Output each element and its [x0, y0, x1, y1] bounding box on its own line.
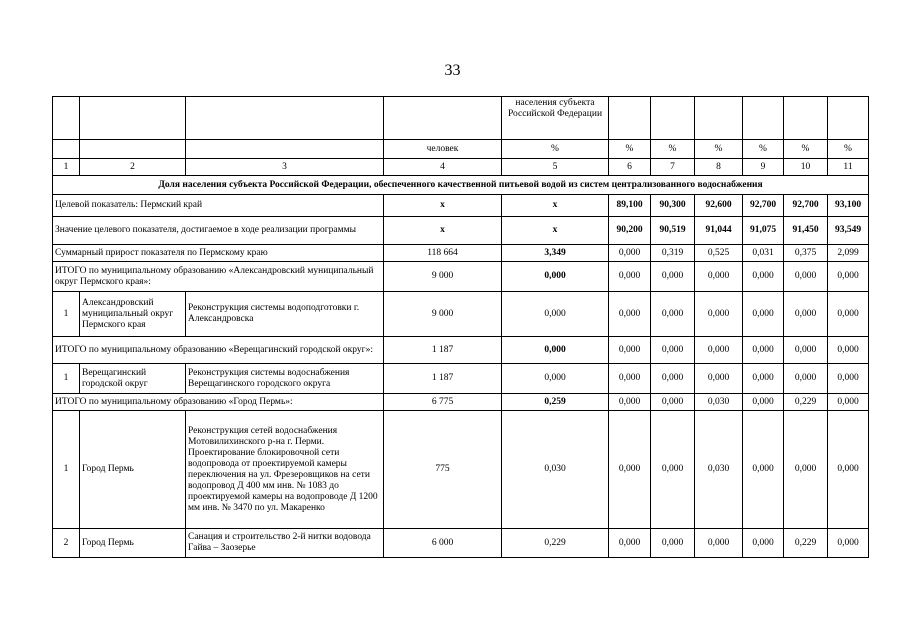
col-number: 1	[53, 159, 80, 176]
value-cell: 0,000	[651, 411, 695, 529]
share-cell: 0,000	[502, 337, 609, 364]
section-title: Доля населения субъекта Российской Федерации, обеспеченного качественной питьевой водой из систем централизованного водоснабжения	[53, 176, 869, 195]
value-cell: 0,000	[609, 529, 651, 558]
itogo-label: ИТОГО по муниципальному образованию «Верещагинский городской округ»:	[53, 337, 384, 364]
value-cell: 0,000	[828, 394, 869, 411]
value-cell: 91,075	[743, 217, 784, 245]
share-cell: x	[502, 195, 609, 217]
municipality-cell: Александровский муниципальный округ Пермского края	[80, 292, 186, 337]
table-row	[53, 364, 869, 394]
share-cell: 0,000	[502, 364, 609, 394]
value-cell: 0,000	[743, 529, 784, 558]
header-units-row	[53, 140, 869, 159]
header-caption-row	[53, 97, 869, 140]
value-cell: 0,030	[695, 394, 743, 411]
value-cell: 0,000	[743, 292, 784, 337]
value-cell: 0,000	[651, 529, 695, 558]
population-cell: 9 000	[384, 292, 502, 337]
value-cell: 0,229	[784, 529, 828, 558]
value-cell: 0,000	[828, 364, 869, 394]
header-number-row	[53, 159, 869, 176]
summary-row	[53, 217, 869, 245]
value-cell: 0,000	[695, 364, 743, 394]
value-cell: 2,099	[828, 245, 869, 262]
value-cell: 0,000	[609, 245, 651, 262]
value-cell: 0,000	[609, 262, 651, 292]
value-cell: 0,000	[651, 337, 695, 364]
page-number: 33	[444, 62, 461, 79]
table-row	[53, 411, 869, 529]
value-cell: 0,525	[695, 245, 743, 262]
summary-row	[53, 195, 869, 217]
itogo-row	[53, 337, 869, 364]
value-cell: 0,000	[609, 394, 651, 411]
row-label: Суммарный прирост показателя по Пермскому краю	[53, 245, 384, 262]
value-cell: 91,044	[695, 217, 743, 245]
population-cell: 775	[384, 411, 502, 529]
row-number: 1	[53, 292, 80, 337]
section-title-row	[53, 176, 869, 195]
value-cell: 0,000	[651, 292, 695, 337]
municipality-cell: Город Пермь	[80, 529, 186, 558]
unit-cell: %	[502, 140, 609, 159]
value-cell: 92,700	[784, 195, 828, 217]
row-label: Целевой показатель: Пермский край	[53, 195, 384, 217]
table-wrapper	[52, 96, 869, 558]
summary-row	[53, 245, 869, 262]
row-number: 2	[53, 529, 80, 558]
unit-cell: %	[609, 140, 651, 159]
object-cell: Реконструкция сетей водоснабжения Мотовилихинского р-на г. Перми. Проектирование блокировочной сети водопровода от проектируемой камеры переключения на ул. Фрезеровщиков на сети водопровод Д 400 мм инв. № 1083 до проектируемой камеры на водопроводе Д 1200 мм инв. № 3470 по ул. Макаренко	[186, 411, 384, 529]
population-cell: 118 664	[384, 245, 502, 262]
population-cell: 6 000	[384, 529, 502, 558]
col-number: 3	[186, 159, 384, 176]
itogo-row	[53, 394, 869, 411]
population-cell: 1 187	[384, 364, 502, 394]
value-cell: 0,000	[609, 411, 651, 529]
share-cell: 0,000	[502, 262, 609, 292]
municipality-cell: Город Пермь	[80, 411, 186, 529]
col-number: 4	[384, 159, 502, 176]
value-cell: 0,000	[651, 364, 695, 394]
itogo-label: ИТОГО по муниципальному образованию «Город Пермь»:	[53, 394, 384, 411]
value-cell: 0,000	[828, 337, 869, 364]
value-cell: 90,300	[651, 195, 695, 217]
share-cell: 0,000	[502, 292, 609, 337]
col-number: 5	[502, 159, 609, 176]
unit-cell: %	[828, 140, 869, 159]
value-cell: 0,000	[743, 364, 784, 394]
value-cell: 0,000	[651, 394, 695, 411]
col5-caption: населения субъекта Российской Федерации	[502, 97, 609, 140]
share-cell: 0,259	[502, 394, 609, 411]
unit-cell: %	[651, 140, 695, 159]
table-row	[53, 529, 869, 558]
population-cell: 1 187	[384, 337, 502, 364]
population-cell: x	[384, 195, 502, 217]
col-number: 10	[784, 159, 828, 176]
value-cell: 0,375	[784, 245, 828, 262]
share-cell: 0,030	[502, 411, 609, 529]
value-cell: 0,000	[784, 337, 828, 364]
share-cell: 3,349	[502, 245, 609, 262]
row-number: 1	[53, 411, 80, 529]
value-cell: 0,000	[609, 337, 651, 364]
value-cell: 0,000	[828, 292, 869, 337]
value-cell: 0,000	[609, 292, 651, 337]
value-cell: 0,000	[695, 292, 743, 337]
object-cell: Реконструкция системы водоподготовки г. Александровска	[186, 292, 384, 337]
value-cell: 0,319	[651, 245, 695, 262]
value-cell: 0,031	[743, 245, 784, 262]
unit-cell: %	[784, 140, 828, 159]
value-cell: 0,000	[651, 262, 695, 292]
value-cell: 0,229	[784, 394, 828, 411]
object-cell: Реконструкция системы водоснабжения Верещагинского городского округа	[186, 364, 384, 394]
unit-cell: %	[695, 140, 743, 159]
value-cell: 92,700	[743, 195, 784, 217]
data-table	[52, 96, 869, 558]
value-cell: 0,000	[695, 529, 743, 558]
table-row	[53, 292, 869, 337]
population-cell: 6 775	[384, 394, 502, 411]
value-cell: 93,549	[828, 217, 869, 245]
value-cell: 0,000	[784, 292, 828, 337]
itogo-row	[53, 262, 869, 292]
row-label: Значение целевого показателя, достигаемое в ходе реализации программы	[53, 217, 384, 245]
unit-cell: человек	[384, 140, 502, 159]
share-cell: x	[502, 217, 609, 245]
value-cell: 0,000	[695, 262, 743, 292]
col-number: 9	[743, 159, 784, 176]
value-cell: 0,000	[743, 411, 784, 529]
value-cell: 0,000	[784, 262, 828, 292]
value-cell: 0,000	[609, 364, 651, 394]
value-cell: 0,000	[695, 337, 743, 364]
value-cell: 0,000	[743, 394, 784, 411]
value-cell: 90,200	[609, 217, 651, 245]
col-number: 6	[609, 159, 651, 176]
col-number: 2	[80, 159, 186, 176]
col-number: 7	[651, 159, 695, 176]
value-cell: 90,519	[651, 217, 695, 245]
value-cell: 0,000	[743, 337, 784, 364]
row-number: 1	[53, 364, 80, 394]
share-cell: 0,229	[502, 529, 609, 558]
value-cell: 0,030	[695, 411, 743, 529]
value-cell: 0,000	[828, 262, 869, 292]
value-cell: 93,100	[828, 195, 869, 217]
col-number: 8	[695, 159, 743, 176]
value-cell: 92,600	[695, 195, 743, 217]
value-cell: 0,000	[784, 411, 828, 529]
population-cell: x	[384, 217, 502, 245]
value-cell: 0,000	[784, 364, 828, 394]
municipality-cell: Верещагинский городской округ	[80, 364, 186, 394]
value-cell: 0,000	[743, 262, 784, 292]
itogo-label: ИТОГО по муниципальному образованию «Александровский муниципальный округ Пермского края»:	[53, 262, 384, 292]
value-cell: 89,100	[609, 195, 651, 217]
population-cell: 9 000	[384, 262, 502, 292]
value-cell: 0,000	[828, 411, 869, 529]
unit-cell: %	[743, 140, 784, 159]
value-cell: 91,450	[784, 217, 828, 245]
col-number: 11	[828, 159, 869, 176]
value-cell: 0,000	[828, 529, 869, 558]
object-cell: Санация и строительство 2-й нитки водовода Гайва – Заозерье	[186, 529, 384, 558]
